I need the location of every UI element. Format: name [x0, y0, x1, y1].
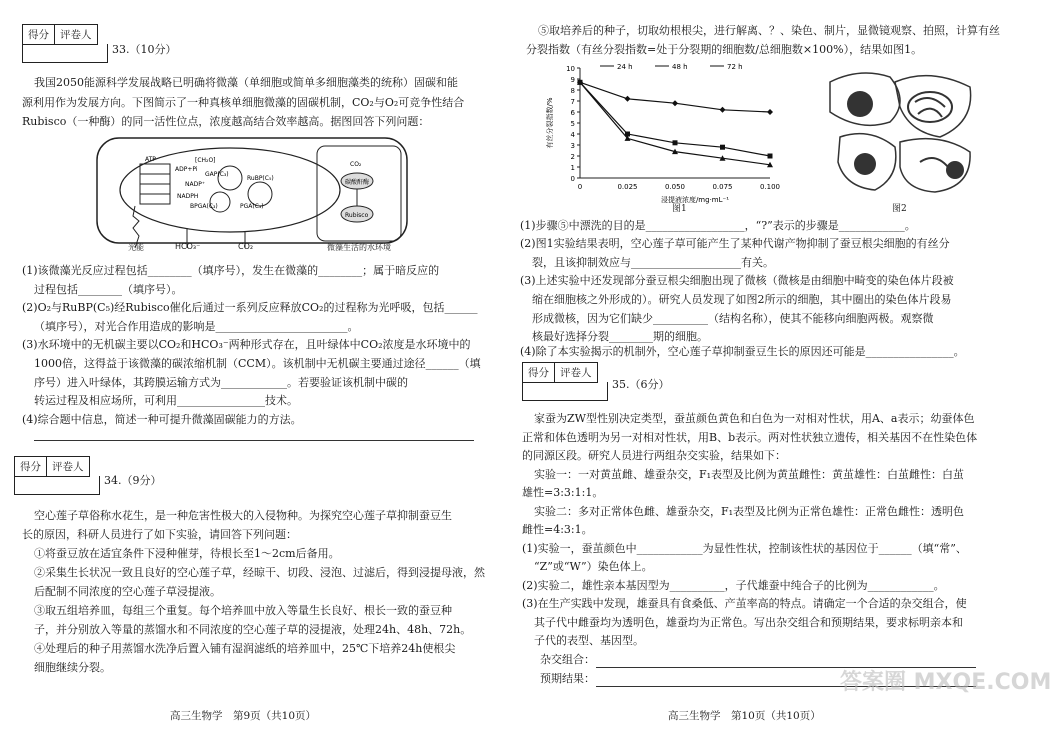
calvin-node [218, 166, 242, 190]
q35-line: “Z”或“W”）染色体上。 [534, 560, 653, 573]
x-axis-label: 浸提液浓度/mg·mL⁻¹ [660, 196, 730, 204]
cell-outline [97, 138, 407, 243]
q34-step: ②采集生长状况一致且良好的空心莲子草，经晾干、切段、浸泡、过滤后，得到浸提母液，然 [34, 566, 485, 579]
x-tick-label: 0.075 [712, 183, 733, 191]
answer-line [34, 440, 474, 441]
series-line-0 [580, 82, 770, 112]
x-tick-label: 0.100 [759, 183, 781, 191]
data-point [720, 107, 726, 113]
q33-para-line: Rubisco（一种酶）的同一活性位点，浓度越高结合效率越高。据图回答下列问题： [22, 115, 430, 128]
y-tick-label: 10 [566, 65, 575, 73]
q33-q3: 转运过程及相应场所，可利用________________技术。 [34, 394, 298, 407]
y-tick-label: 3 [570, 142, 575, 150]
q33-q2: （填序号），对光合作用造成的影响是________________________。 [34, 320, 359, 333]
diagram-label-water: 微藻生活的水环境 [327, 243, 391, 252]
reviewer-label: 评卷人 [52, 461, 84, 473]
svg-text:ADP+Pi: ADP+Pi [175, 166, 198, 173]
y-tick-label: 1 [570, 164, 575, 172]
y-tick-label: 0 [570, 175, 575, 183]
data-point [767, 109, 773, 115]
q34-step: ④处理后的种子用蒸馏水洗净后置入铺有湿润滤纸的培养皿中，25℃下培养24h使根尖 [34, 642, 456, 655]
q34-question: 缩在细胞核之外形成的）。研究人员发现了如图2所示的细胞，其中圈出的染色体片段易 [532, 293, 952, 306]
microalgae-carbon-fixation-diagram [95, 136, 415, 256]
score-label: 得分 [23, 25, 55, 44]
data-point [672, 100, 678, 106]
score-empty-35 [522, 382, 608, 401]
q34-para-line: 空心莲子草俗称水花生，是一种危害性极大的入侵物种。为探究空心莲子草抑制蚕豆生 [34, 509, 452, 522]
q35-line: 子代的表型、基因型。 [534, 634, 644, 647]
q35-line: 的同源区段。研究人员进行两组杂交实验，结果如下： [522, 449, 786, 462]
data-point [673, 140, 678, 145]
svg-text:[CH₂O]: [CH₂O] [195, 157, 216, 164]
y-tick-label: 2 [570, 153, 575, 161]
q34-step: 子，并分别放入等量的蒸馏水和不同浓度的空心莲子草的浸提液，处理24h、48h、72h。 [34, 623, 472, 636]
q34-question: 形成微核，因为它们缺少__________（结构名称），使其不能移向细胞两极。观察微 [532, 312, 934, 325]
diagram-label-light: 光能 [128, 243, 144, 252]
svg-text:NADPH: NADPH [177, 193, 199, 200]
y-tick-label: 4 [570, 131, 575, 139]
q33-q4: (4)综合题中信息，简述一种可提升微藻固碳能力的方法。 [22, 413, 302, 426]
q33-q2: (2)O₂与RuBP(C₅)经Rubisco催化后通过一系列反应释放CO₂的过程称为光呼吸，包括______ [22, 301, 478, 314]
y-tick-label: 9 [570, 76, 575, 84]
score-label: 得分 [523, 363, 555, 382]
legend-label: 24 h [617, 63, 633, 71]
q34-step: 后配制不同浓度的空心莲子草浸提液。 [34, 585, 221, 598]
q33-para-line: 源利用作为发展方向。下图简示了一种真核单细胞微藻的固碳机制，CO₂与O₂可竞争性结合 [22, 96, 465, 109]
page-footer-left: 高三生物学 第9页（共10页） [170, 710, 317, 722]
q35-line: (1)实验一，蚕茧颜色中____________为显性性状，控制该性状的基因位于______（填“常”、 [522, 542, 967, 555]
diagram-label-co2: CO₂ [238, 242, 254, 251]
q35-result-label: 预期结果： [540, 672, 595, 685]
legend-label: 48 h [672, 63, 688, 71]
fig1-line-chart [540, 58, 790, 208]
x-tick-label: 0.025 [617, 183, 638, 191]
fig1-caption: 图1 [672, 204, 687, 214]
y-tick-label: 7 [570, 98, 575, 106]
q33-title: 33.（10分） [112, 43, 177, 56]
y-axis-label: 有丝分裂指数/% [546, 97, 554, 149]
q35-line: 雄性=3:3:1:1。 [522, 486, 604, 499]
q34-question: (2)图1实验结果表明，空心莲子草可能产生了某种代谢产物抑制了蚕豆根尖细胞的有丝分 [520, 237, 950, 250]
q35-line: 实验二：多对正常体色雌、雄蚕杂交，F₁表型及比例为正常色雄性：正常色雌性：透明色 [534, 505, 965, 518]
svg-text:NADP⁺: NADP⁺ [185, 181, 205, 188]
q35-line: 正常和体色透明为另一对相对性状，用B、b表示。两对性状独立遗传，相关基因不在性染色体 [522, 431, 978, 444]
svg-text:PGA(C₃): PGA(C₃) [240, 203, 264, 210]
q33-para-line: 我国2050能源科学发展战略已明确将微藻（单细胞或简单多细胞藻类的统称）固碳和能 [34, 76, 458, 89]
fig2-cell-micrograph [820, 62, 980, 197]
y-tick-label: 6 [570, 109, 575, 117]
q35-line: 其子代中雌蚕均为透明色，雄蚕均为正常色。写出杂交组合和预期结果，要求标明亲本和 [534, 616, 963, 629]
score-box-33 [22, 24, 98, 45]
q35-line: 雌性=4:3:1。 [522, 523, 593, 536]
q33-q3: 1000倍，这得益于该微藻的碳浓缩机制（CCM）。该机制中无机碳主要通过途径______（填 [34, 357, 481, 370]
q35-cross-label: 杂交组合： [540, 653, 595, 666]
page-footer-right: 高三生物学 第10页（共10页） [668, 710, 821, 722]
svg-text:碳酸酐酶: 碳酸酐酶 [345, 179, 370, 186]
svg-text:Rubisco: Rubisco [345, 212, 369, 219]
q33-q3: 序号）进入叶绿体，其跨膜运输方式为____________。若要验证该机制中碳的 [34, 376, 408, 389]
q35-line: (2)实验二，雄性亲本基因型为__________，子代雄蚕中纯合子的比例为____________。 [522, 579, 945, 592]
q33-q3: (3)水环境中的无机碳主要以CO₂和HCO₃⁻两种形式存在，且叶绿体中CO₂浓度是水环境中的 [22, 338, 471, 351]
reviewer-label: 评卷人 [60, 29, 92, 41]
svg-text:ATP: ATP [145, 156, 156, 163]
q35-line: 实验一：一对黄茧雌、雄蚕杂交，F₁表型及比例为黄茧雌性：黄茧雄性：白茧雌性：白茧 [534, 468, 965, 481]
q34-para-line: 长的原因，科研人员进行了如下实验，请回答下列问题： [22, 528, 297, 541]
q34-title: 34.（9分） [104, 474, 162, 487]
data-point [768, 154, 773, 159]
svg-text:CO₂: CO₂ [350, 161, 362, 168]
reviewer-label: 评卷人 [560, 367, 592, 379]
q34-question: (3)上述实验中还发现部分蚕豆根尖细胞出现了微核（微核是由细胞中畸变的染色体片段被 [520, 274, 954, 287]
data-point [625, 96, 631, 102]
q34-question: 裂，且该抑制效应与____________________有关。 [532, 256, 774, 269]
score-empty-34 [14, 476, 100, 495]
q35-line: 家蚕为ZW型性别决定类型，蚕茧颜色黄色和白色为一对相对性状，用A、a表示；幼蚕体色 [534, 412, 975, 425]
q34-step: 细胞继续分裂。 [34, 661, 111, 674]
x-tick-label: 0.050 [664, 183, 686, 191]
legend-label: 72 h [727, 63, 743, 71]
y-tick-label: 8 [570, 87, 575, 95]
q35-title: 35.（6分） [612, 378, 670, 391]
q33-q1: 过程包括________（填序号）。 [34, 283, 183, 296]
data-point [720, 145, 725, 150]
q34-question: (4)除了本实验揭示的机制外，空心莲子草抑制蚕豆生长的原因还可能是________________。 [520, 345, 965, 358]
score-empty-33 [22, 44, 108, 63]
q34-step: ①将蚕豆放在适宜条件下浸种催芽，待根长至1～2cm后备用。 [34, 547, 340, 560]
q33-q1: (1)该微藻光反应过程包括________（填序号），发生在微藻的________；属于暗反应的 [22, 264, 440, 277]
score-box-35 [522, 362, 598, 383]
score-label: 得分 [15, 457, 47, 476]
svg-text:GAP(C₃): GAP(C₃) [205, 171, 229, 178]
score-box-34 [14, 456, 90, 477]
x-tick-label: 0 [577, 183, 583, 191]
q34-question: (1)步骤⑤中漂洗的目的是__________________，“?”表示的步骤是____________。 [520, 219, 916, 232]
y-tick-label: 5 [570, 120, 575, 128]
diagram-label-hco3: HCO₃⁻ [175, 242, 201, 251]
svg-text:RuBP(C₅): RuBP(C₅) [247, 175, 274, 182]
q34-step: ③取五组培养皿，每组三个重复。每个培养皿中放入等量生长良好、根长一致的蚕豆种 [34, 604, 452, 617]
q34-question: 核最好选择分裂________期的细胞。 [532, 330, 708, 343]
step5-line: 分裂指数（有丝分裂指数=处于分裂期的细胞数/总细胞数×100%），结果如图1。 [526, 43, 923, 56]
svg-text:BPGA(C₃): BPGA(C₃) [190, 203, 218, 210]
watermark-logo: 答案圈 MXQE.COM [840, 670, 1051, 695]
nucleus-dark [847, 91, 873, 117]
step5-line: ⑤取培养后的种子，切取幼根根尖，进行解离、？、染色、制片，显微镜观察、拍照，计算有丝 [538, 24, 1000, 37]
q35-line: (3)在生产实践中发现，雄蚕具有食桑低、产茧率高的特点。请确定一个合适的杂交组合，使 [522, 597, 967, 610]
fig2-caption: 图2 [892, 204, 907, 214]
